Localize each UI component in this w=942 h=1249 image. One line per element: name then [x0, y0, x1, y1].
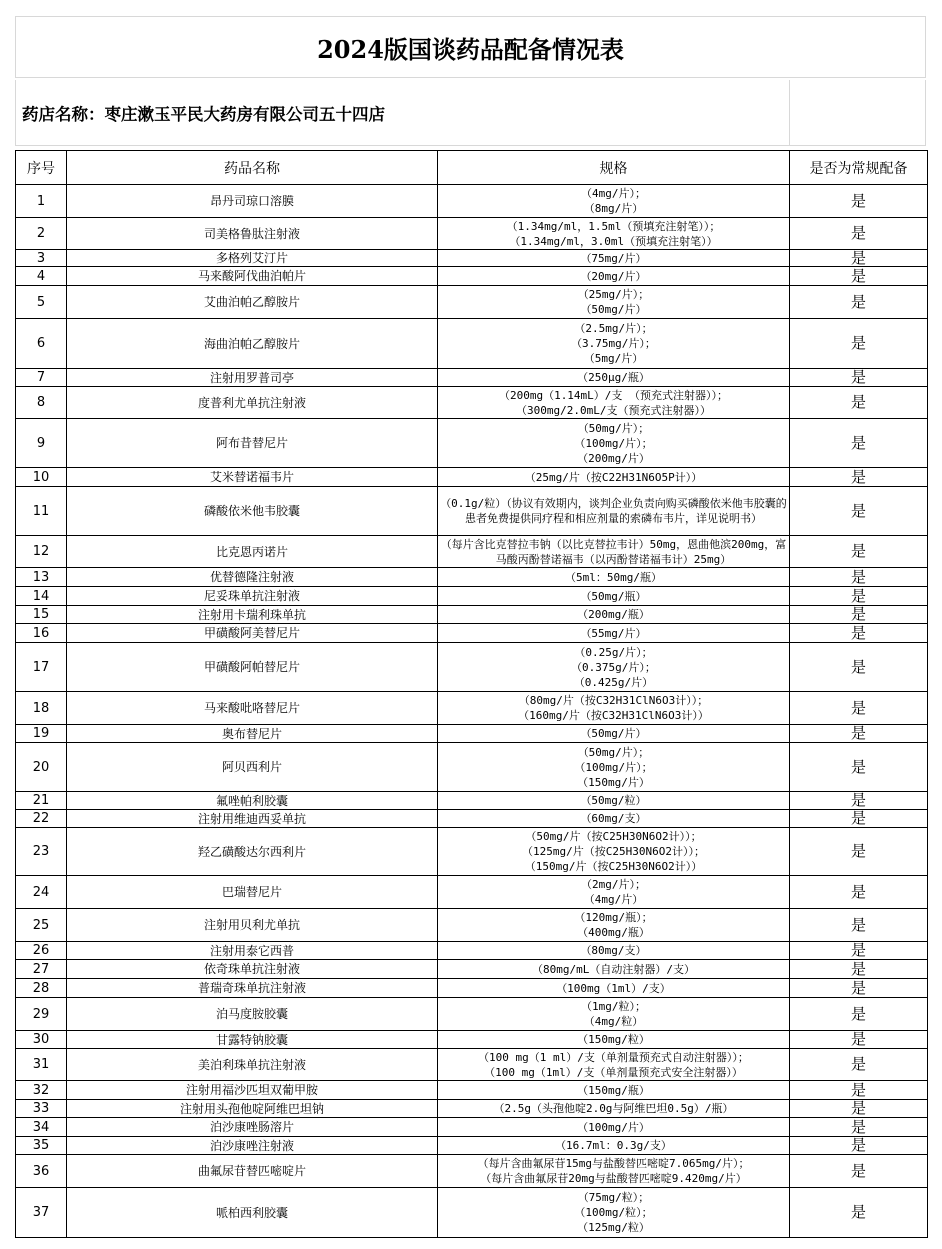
row-number: 15 [16, 606, 67, 624]
table-row [16, 998, 928, 1031]
table-row [16, 1100, 928, 1118]
table-row [16, 643, 928, 692]
drug-name: 度普利尤单抗注射液 [67, 387, 438, 419]
table-row [16, 624, 928, 643]
regular-flag: 是 [790, 369, 928, 387]
drug-spec: （250μg/瓶） [438, 369, 790, 387]
table-row [16, 1031, 928, 1049]
regular-flag: 是 [790, 185, 928, 218]
table-row [16, 218, 928, 250]
header-spec: 规格 [438, 151, 790, 185]
row-number: 22 [16, 810, 67, 828]
regular-flag: 是 [790, 1081, 928, 1100]
table-row [16, 1188, 928, 1238]
regular-flag: 是 [790, 792, 928, 810]
row-number: 37 [16, 1188, 67, 1238]
drug-name: 注射用泰它西普 [67, 942, 438, 960]
drug-name: 注射用卡瑞利珠单抗 [67, 606, 438, 624]
drug-name: 奥布替尼片 [67, 725, 438, 743]
regular-flag: 是 [790, 267, 928, 286]
table-row [16, 1081, 928, 1100]
drug-name: 依奇珠单抗注射液 [67, 960, 438, 979]
regular-flag: 是 [790, 1049, 928, 1081]
row-number: 2 [16, 218, 67, 250]
drug-spec: （80mg/片（按C32H31ClN6O3计））； （160mg/片（按C32H31ClN6O3计）） [438, 692, 790, 725]
regular-flag: 是 [790, 1100, 928, 1118]
row-number: 4 [16, 267, 67, 286]
drug-spec: （2.5g（头孢他啶2.0g与阿维巴坦0.5g）/瓶） [438, 1100, 790, 1118]
drug-spec: （120mg/瓶）； （400mg/瓶） [438, 909, 790, 942]
table-row [16, 606, 928, 624]
drug-name: 美泊利珠单抗注射液 [67, 1049, 438, 1081]
regular-flag: 是 [790, 286, 928, 319]
row-number: 33 [16, 1100, 67, 1118]
drug-spec: （25mg/片）； （50mg/片） [438, 286, 790, 319]
drug-name: 甲磺酸阿帕替尼片 [67, 643, 438, 692]
row-number: 35 [16, 1137, 67, 1155]
table-row [16, 979, 928, 998]
drug-name: 注射用罗普司亭 [67, 369, 438, 387]
row-number: 1 [16, 185, 67, 218]
table-row [16, 387, 928, 419]
row-number: 31 [16, 1049, 67, 1081]
drug-name: 磷酸依米他韦胶囊 [67, 487, 438, 536]
regular-flag: 是 [790, 568, 928, 587]
regular-flag: 是 [790, 1118, 928, 1137]
drug-spec: （1mg/粒）； （4mg/粒） [438, 998, 790, 1031]
table-row [16, 1137, 928, 1155]
drug-spec: （50mg/片） [438, 725, 790, 743]
table-row [16, 267, 928, 286]
row-number: 19 [16, 725, 67, 743]
drug-spec: （2mg/片）； （4mg/片） [438, 876, 790, 909]
drug-name: 昂丹司琼口溶膜 [67, 185, 438, 218]
drug-spec: （75mg/片） [438, 250, 790, 267]
regular-flag: 是 [790, 725, 928, 743]
row-number: 32 [16, 1081, 67, 1100]
drug-name: 注射用贝利尤单抗 [67, 909, 438, 942]
regular-flag: 是 [790, 419, 928, 468]
drug-spec: （1.34mg/ml，1.5ml（预填充注射笔））； （1.34mg/ml，3.0ml（预填充注射笔）） [438, 218, 790, 250]
table-row [16, 876, 928, 909]
regular-flag: 是 [790, 810, 928, 828]
table-row [16, 568, 928, 587]
drug-name: 泊马度胺胶囊 [67, 998, 438, 1031]
drug-spec: （50mg/粒） [438, 792, 790, 810]
drug-table-body [16, 185, 928, 1238]
store-row [15, 80, 926, 146]
table-header-row [16, 151, 928, 185]
row-number: 25 [16, 909, 67, 942]
row-number: 30 [16, 1031, 67, 1049]
drug-name: 巴瑞替尼片 [67, 876, 438, 909]
header-regular: 是否为常规配备 [790, 151, 928, 185]
table-row [16, 792, 928, 810]
regular-flag: 是 [790, 387, 928, 419]
row-number: 11 [16, 487, 67, 536]
regular-flag: 是 [790, 587, 928, 606]
table-row [16, 692, 928, 725]
drug-spec: （60mg/支） [438, 810, 790, 828]
drug-name: 艾米替诺福韦片 [67, 468, 438, 487]
drug-spec: （150mg/粒） [438, 1031, 790, 1049]
drug-name: 哌柏西利胶囊 [67, 1188, 438, 1238]
drug-table [15, 150, 928, 1238]
drug-spec: （55mg/片） [438, 624, 790, 643]
drug-spec: （50mg/瓶） [438, 587, 790, 606]
row-number: 34 [16, 1118, 67, 1137]
drug-name: 马来酸吡咯替尼片 [67, 692, 438, 725]
drug-spec: （200mg/瓶） [438, 606, 790, 624]
row-number: 14 [16, 587, 67, 606]
header-drug-name: 药品名称 [67, 151, 438, 185]
regular-flag: 是 [790, 828, 928, 876]
row-number: 5 [16, 286, 67, 319]
drug-name: 泊沙康唑注射液 [67, 1137, 438, 1155]
drug-spec: （4mg/片）； （8mg/片） [438, 185, 790, 218]
table-row [16, 536, 928, 568]
regular-flag: 是 [790, 1155, 928, 1188]
row-number: 6 [16, 319, 67, 369]
table-row [16, 468, 928, 487]
drug-spec: （50mg/片）； （100mg/片）； （150mg/片） [438, 743, 790, 792]
drug-name: 普瑞奇珠单抗注射液 [67, 979, 438, 998]
drug-name: 泊沙康唑肠溶片 [67, 1118, 438, 1137]
page-title: 2024版国谈药品配备情况表 [15, 16, 926, 78]
drug-name: 比克恩丙诺片 [67, 536, 438, 568]
drug-name: 注射用福沙匹坦双葡甲胺 [67, 1081, 438, 1100]
drug-spec: （50mg/片）； （100mg/片）； （200mg/片） [438, 419, 790, 468]
row-number: 16 [16, 624, 67, 643]
row-number: 24 [16, 876, 67, 909]
drug-spec: （100mg/片） [438, 1118, 790, 1137]
table-row [16, 185, 928, 218]
drug-name: 尼妥珠单抗注射液 [67, 587, 438, 606]
drug-spec: （0.1g/粒）（协议有效期内，谈判企业负责向购买磷酸依米他韦胶囊的患者免费提供同疗程和相应剂量的索磷布韦片，详见说明书） [438, 487, 790, 536]
table-row [16, 487, 928, 536]
row-number: 27 [16, 960, 67, 979]
regular-flag: 是 [790, 319, 928, 369]
regular-flag: 是 [790, 979, 928, 998]
drug-spec: （每片含比克替拉韦钠（以比克替拉韦计）50mg，恩曲他滨200mg，富马酸丙酚替诺福韦（以丙酚替诺福韦计）25mg） [438, 536, 790, 568]
table-row [16, 587, 928, 606]
regular-flag: 是 [790, 536, 928, 568]
regular-flag: 是 [790, 1031, 928, 1049]
row-number: 36 [16, 1155, 67, 1188]
regular-flag: 是 [790, 468, 928, 487]
drug-name: 艾曲泊帕乙醇胺片 [67, 286, 438, 319]
regular-flag: 是 [790, 876, 928, 909]
drug-spec: （25mg/片（按C22H31N6O5P计）） [438, 468, 790, 487]
table-row [16, 743, 928, 792]
drug-spec: （150mg/瓶） [438, 1081, 790, 1100]
row-number: 13 [16, 568, 67, 587]
regular-flag: 是 [790, 909, 928, 942]
row-number: 10 [16, 468, 67, 487]
regular-flag: 是 [790, 743, 928, 792]
drug-name: 曲氟尿苷替匹嘧啶片 [67, 1155, 438, 1188]
drug-name: 注射用维迪西妥单抗 [67, 810, 438, 828]
table-row [16, 1118, 928, 1137]
table-row [16, 828, 928, 876]
drug-spec: （80mg/mL（自动注射器）/支） [438, 960, 790, 979]
drug-name: 甲磺酸阿美替尼片 [67, 624, 438, 643]
drug-name: 多格列艾汀片 [67, 250, 438, 267]
row-number: 17 [16, 643, 67, 692]
store-name: 药店名称：枣庄漱玉平民大药房有限公司五十四店 [22, 105, 385, 124]
regular-flag: 是 [790, 606, 928, 624]
row-number: 29 [16, 998, 67, 1031]
table-row [16, 1155, 928, 1188]
drug-spec: （2.5mg/片）； （3.75mg/片）； （5mg/片） [438, 319, 790, 369]
drug-spec: （0.25g/片）； （0.375g/片）； （0.425g/片） [438, 643, 790, 692]
table-row [16, 1049, 928, 1081]
regular-flag: 是 [790, 1137, 928, 1155]
regular-flag: 是 [790, 942, 928, 960]
regular-flag: 是 [790, 624, 928, 643]
row-number: 23 [16, 828, 67, 876]
regular-flag: 是 [790, 218, 928, 250]
row-number: 12 [16, 536, 67, 568]
table-row [16, 250, 928, 267]
drug-name: 氟唑帕利胶囊 [67, 792, 438, 810]
row-number: 3 [16, 250, 67, 267]
drug-name: 海曲泊帕乙醇胺片 [67, 319, 438, 369]
drug-spec: （50mg/片（按C25H30N6O2计））； （125mg/片（按C25H30N6O2计））； （150mg/片（按C25H30N6O2计）） [438, 828, 790, 876]
regular-flag: 是 [790, 250, 928, 267]
drug-name: 阿贝西利片 [67, 743, 438, 792]
store-row-divider [789, 80, 790, 145]
drug-spec: （80mg/支） [438, 942, 790, 960]
regular-flag: 是 [790, 643, 928, 692]
table-row [16, 942, 928, 960]
drug-name: 甘露特钠胶囊 [67, 1031, 438, 1049]
drug-name: 阿布昔替尼片 [67, 419, 438, 468]
drug-spec: （每片含曲氟尿苷15mg与盐酸替匹嘧啶7.065mg/片）； （每片含曲氟尿苷20mg与盐酸替匹嘧啶9.420mg/片） [438, 1155, 790, 1188]
drug-name: 马来酸阿伐曲泊帕片 [67, 267, 438, 286]
row-number: 8 [16, 387, 67, 419]
drug-spec: （20mg/片） [438, 267, 790, 286]
drug-name: 司美格鲁肽注射液 [67, 218, 438, 250]
drug-spec: （75mg/粒）； （100mg/粒）； （125mg/粒） [438, 1188, 790, 1238]
header-no: 序号 [16, 151, 67, 185]
table-row [16, 725, 928, 743]
drug-spec: （16.7ml：0.3g/支） [438, 1137, 790, 1155]
row-number: 7 [16, 369, 67, 387]
drug-name: 羟乙磺酸达尔西利片 [67, 828, 438, 876]
row-number: 9 [16, 419, 67, 468]
table-row [16, 369, 928, 387]
row-number: 28 [16, 979, 67, 998]
drug-spec: （100mg（1ml）/支） [438, 979, 790, 998]
drug-spec: （100 mg（1 ml）/支（单剂量预充式自动注射器））； （100 mg（1ml）/支（单剂量预充式安全注射器）） [438, 1049, 790, 1081]
row-number: 26 [16, 942, 67, 960]
drug-name: 注射用头孢他啶阿维巴坦钠 [67, 1100, 438, 1118]
table-row [16, 286, 928, 319]
regular-flag: 是 [790, 692, 928, 725]
table-row [16, 419, 928, 468]
row-number: 20 [16, 743, 67, 792]
drug-spec: （200mg（1.14mL）/支 （预充式注射器））； （300mg/2.0mL/支（预充式注射器）） [438, 387, 790, 419]
regular-flag: 是 [790, 487, 928, 536]
regular-flag: 是 [790, 998, 928, 1031]
table-row [16, 960, 928, 979]
table-row [16, 810, 928, 828]
table-row [16, 319, 928, 369]
drug-spec: （5ml：50mg/瓶） [438, 568, 790, 587]
regular-flag: 是 [790, 960, 928, 979]
row-number: 21 [16, 792, 67, 810]
drug-name: 优替德隆注射液 [67, 568, 438, 587]
regular-flag: 是 [790, 1188, 928, 1238]
row-number: 18 [16, 692, 67, 725]
table-row [16, 909, 928, 942]
